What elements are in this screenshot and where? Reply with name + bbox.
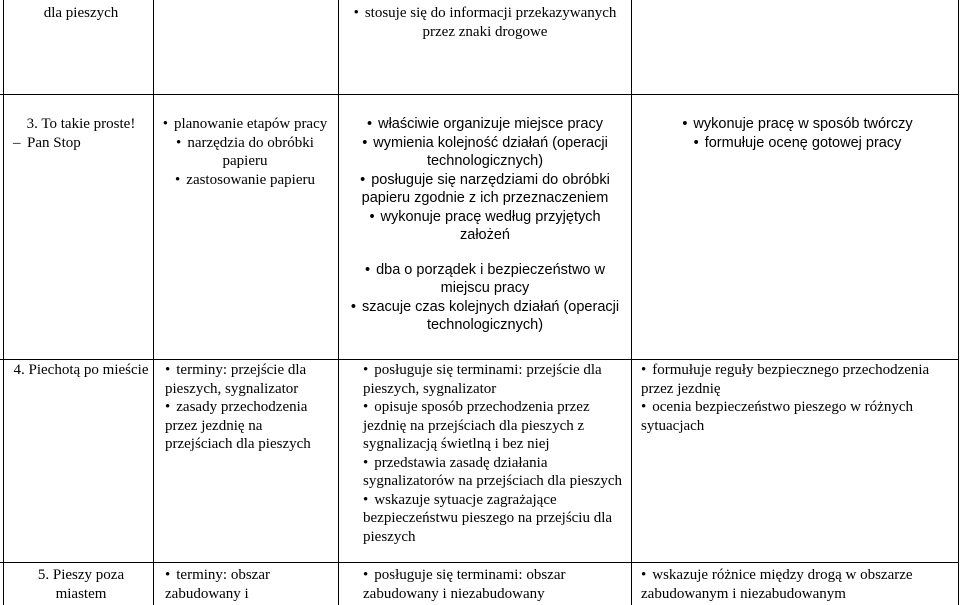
row4-topic-text: 4. Piechotą po mieście [13,362,149,378]
list-item-text: dba o porządek i bezpieczeństwo w miejscu pracy [376,261,605,296]
column-divider [631,0,632,605]
bullet-icon: • [693,134,699,151]
row-divider [0,359,959,360]
bullet-icon: • [175,171,181,188]
list-item [345,134,625,171]
bullet-icon: • [682,116,688,132]
list-item [345,4,625,41]
list-item-text: wymienia kolejność działań (operacji technologicznych) [373,134,608,169]
list-item [345,298,625,335]
list-item [363,491,625,547]
list-item [345,208,625,245]
list-item [165,361,325,398]
list-item-text: wykonuje pracę w sposób twórczy [693,116,913,132]
row0-topic-text: dla pieszych [43,5,119,21]
list-item [641,115,954,134]
list-item [363,566,625,603]
column-divider [338,0,339,605]
row4-objectives [345,361,625,546]
list-item [641,398,954,435]
list-item-text: wskazuje różnice między drogą w obszarze zabudowanym i niezabudowanym [641,567,913,602]
bullet-icon: • [176,134,182,151]
list-item-text: opisuje sposób przechodzenia przez jezdnię na przejściach dla pieszych z sygnalizacją świetlną i bez niej [363,399,590,452]
row0-topic [11,4,151,23]
row4-topic [11,361,151,380]
list-item-text: posługuje się narzędziami do obróbki papieru zgodnie z ich przeznaczeniem [361,171,610,206]
bullet-icon: • [350,298,356,315]
row3-topic-subtitle [11,134,151,153]
row-divider [0,562,959,563]
bullet-icon: • [162,116,168,132]
list-item-text: formułuje ocenę gotowej pracy [704,134,902,151]
bullet-icon: • [165,567,171,583]
list-item-text: terminy: przejście dla pieszych, sygnalizator [165,362,307,397]
row4-outcomes [633,361,958,435]
row5-topic-text: 5. Pieszy poza miastem [37,567,125,602]
bullet-icon: • [363,362,369,378]
list-item-text: narzędzia do obróbki papieru [187,134,314,169]
bullet-icon: • [362,134,368,151]
row3-topic-title: 3. To takie proste! [26,116,136,132]
table-border-left [3,0,4,605]
bullet-icon: • [363,454,369,471]
bullet-icon: • [369,208,375,225]
list-item-text: terminy: obszar zabudowany i [165,567,270,602]
list-item-text: wykonuje pracę według przyjętych założeń [380,208,601,243]
list-item-text: planowanie etapów pracy [173,116,328,132]
list-item-text: przedstawia zasadę działania sygnalizatorów na przejściach dla pieszych [363,454,623,489]
bullet-icon: • [641,362,647,378]
bullet-icon: • [165,399,171,415]
table-border-right [958,0,959,605]
list-item-text: posługuje się terminami: obszar zabudowany i niezabudowany [363,567,566,602]
list-item [345,261,625,298]
bullet-icon: • [165,362,171,378]
list-item [155,115,335,134]
bullet-icon: • [367,116,373,132]
list-item [641,361,954,398]
row5-objectives [345,566,625,603]
row3-objectives [345,115,625,335]
bullet-icon: • [641,567,647,583]
list-item-text: wskazuje sytuacje zagrażające bezpieczeństwu pieszego na przejściu dla pieszych [363,491,613,545]
dash-icon: – [13,134,21,151]
list-item-text: właściwie organizuje miejsce pracy [378,116,603,132]
bullet-icon: • [360,171,366,188]
list-item [165,398,325,454]
list-item-text: stosuje się do informacji przekazywanych przez znaki drogowe [364,5,617,40]
bullet-icon: • [363,567,369,583]
row4-content [155,361,335,454]
list-item [165,566,325,603]
list-item [363,361,625,398]
list-item-text: formułuje reguły bezpiecznego przechodzenia przez jezdnię [641,362,930,397]
row-divider [0,94,959,95]
list-item-text: ocenia bezpieczeństwo pieszego w różnych sytuacjach [641,399,913,434]
list-item [345,115,625,134]
list-item [641,566,954,603]
row5-content [155,566,335,603]
row0-objectives [345,4,625,41]
bullet-icon: • [365,261,371,278]
row5-topic [11,566,151,603]
list-item-text: zasady przechodzenia przez jezdnię na przejściach dla pieszych [165,399,311,452]
bullet-icon: • [363,399,369,415]
list-item [155,171,335,190]
row5-outcomes [633,566,958,603]
list-item-text: zastosowanie papieru [186,171,315,188]
list-item-text: szacuje czas kolejnych działań (operacji technologicznych) [361,298,620,333]
row3-outcomes [633,115,958,152]
list-item [363,398,625,454]
row3-topic [11,115,151,152]
bullet-icon: • [363,491,369,508]
bullet-icon: • [641,399,647,415]
subtitle-text: Pan Stop [27,134,81,151]
list-item [155,134,335,171]
list-item [363,454,625,491]
bullet-icon: • [353,5,359,21]
row3-content [155,115,335,189]
list-item-text: posługuje się terminami: przejście dla pieszych, sygnalizator [363,362,602,397]
list-item [641,134,954,153]
column-divider [153,0,154,605]
list-item [345,171,625,208]
